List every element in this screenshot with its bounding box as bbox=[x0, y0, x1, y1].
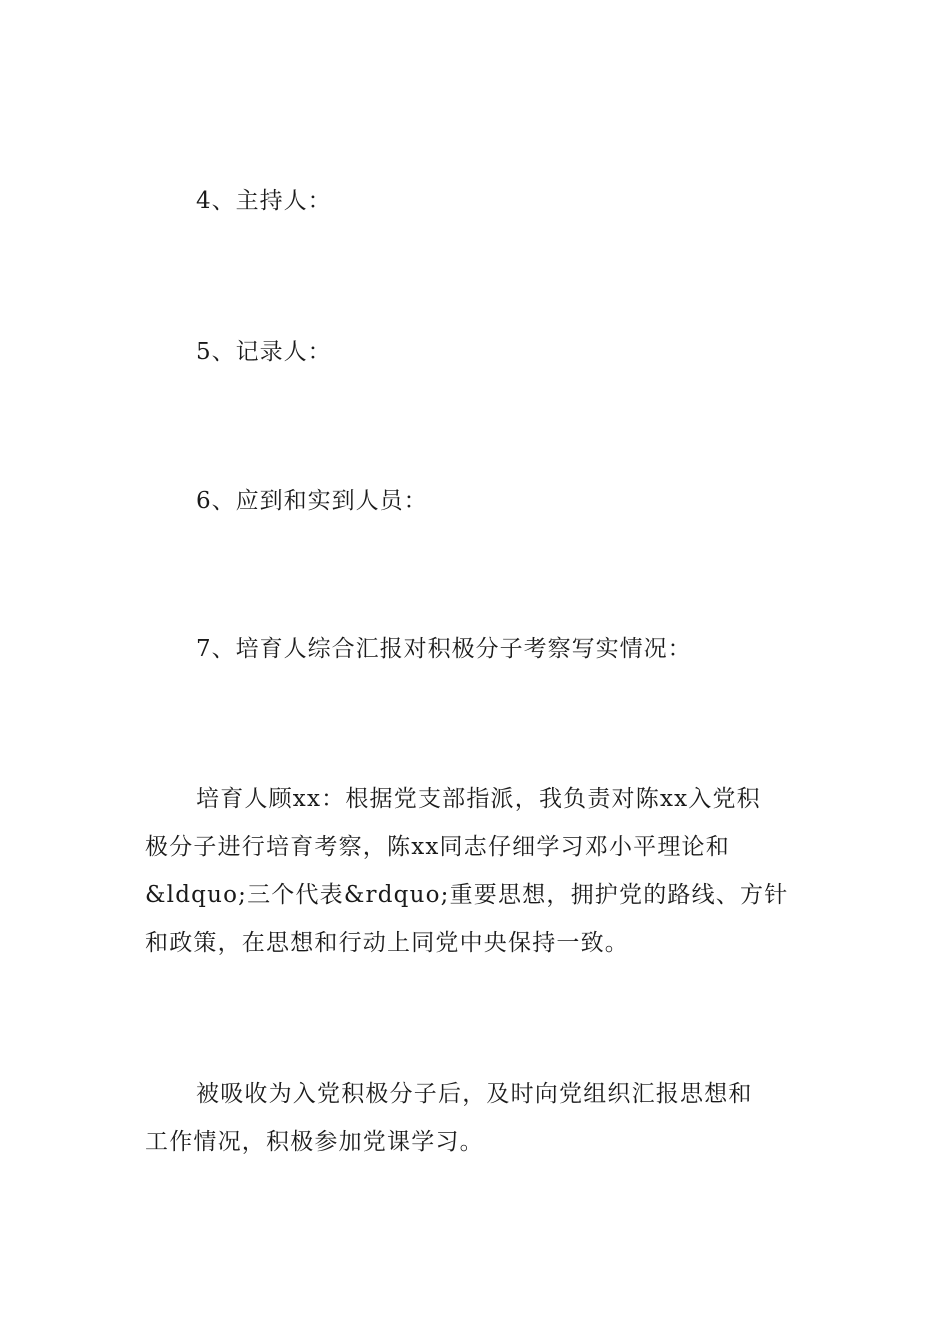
paragraph-mentor-statement bbox=[145, 775, 807, 967]
paragraph-line: 培育人顾xx：根据党支部指派，我负责对陈xx入党积 bbox=[196, 786, 761, 812]
paragraph-line: 和政策，在思想和行动上同党中央保持一致。 bbox=[145, 930, 629, 956]
item-attendees: 6、应到和实到人员： bbox=[196, 488, 428, 514]
paragraph-line: &ldquo;三个代表&rdquo;重要思想，拥护党的路线、方针 bbox=[145, 882, 789, 908]
item-recorder: 5、记录人： bbox=[196, 339, 332, 365]
paragraph-activist-conduct bbox=[145, 1070, 807, 1166]
paragraph-line: 工作情况，积极参加党课学习。 bbox=[145, 1129, 484, 1155]
paragraph-line: 被吸收为入党积极分子后，及时向党组织汇报思想和 bbox=[196, 1081, 753, 1107]
item-mentor-report: 7、培育人综合汇报对积极分子考察写实情况： bbox=[196, 636, 692, 662]
paragraph-line: 极分子进行培育考察，陈xx同志仔细学习邓小平理论和 bbox=[145, 834, 730, 860]
item-host: 4、主持人： bbox=[196, 188, 332, 214]
